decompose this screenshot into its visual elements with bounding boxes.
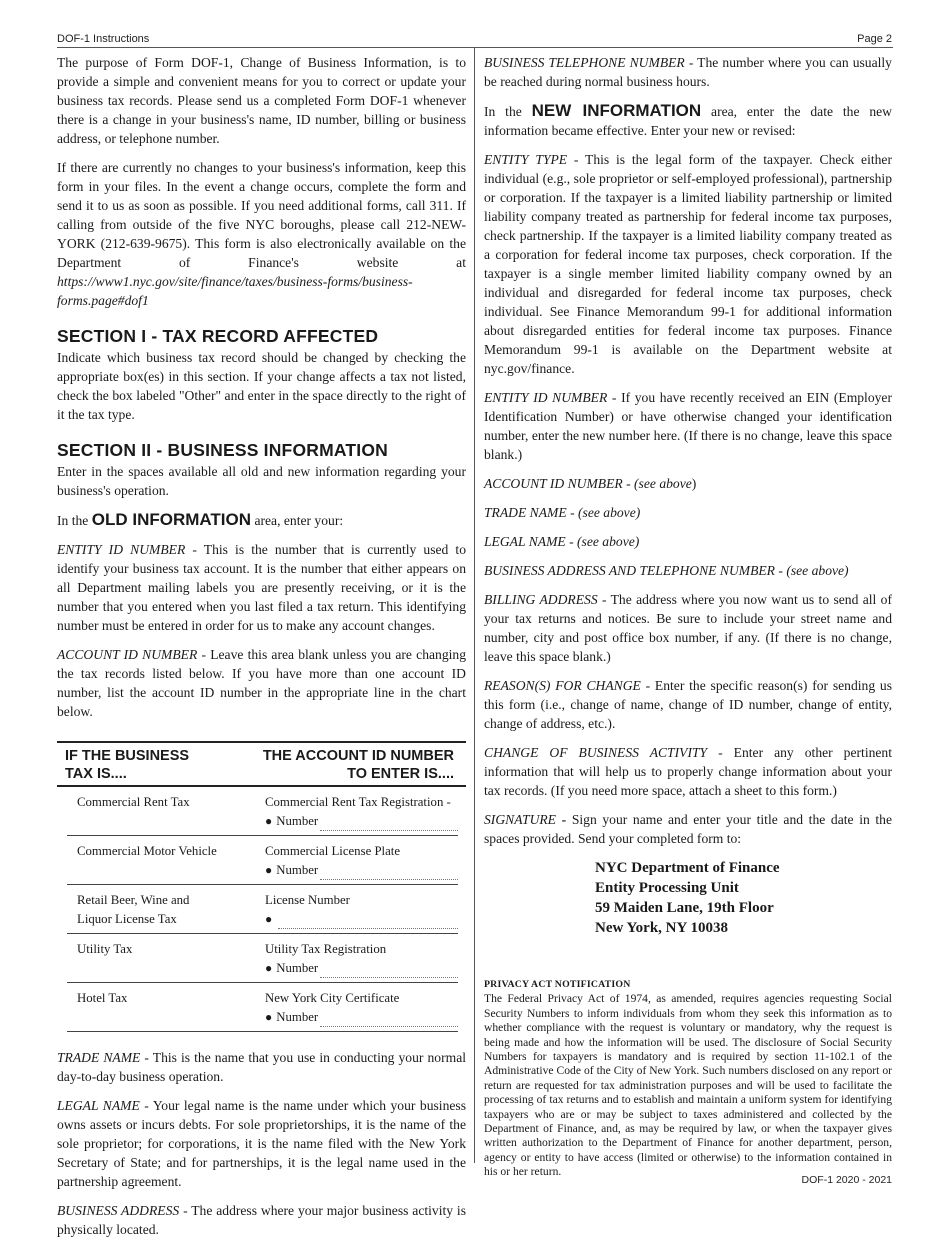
bullet-icon: ● [265,863,273,877]
new-entity-id-label: ENTITY ID NUMBER [484,390,608,405]
billing-address-paragraph: BILLING ADDRESS - The address where you now want us to send all of your tax returns and notices. Be sure to include your street name and number, city and post office box number, if any. (If there is no change, leave this space blank.) [484,592,893,664]
fill-in-line [278,915,458,929]
address-line: 59 Maiden Lane, 19th Floor [595,900,774,916]
business-telephone-label: BUSINESS TELEPHONE NUMBER [484,55,685,70]
new-info-intro: In the NEW INFORMATION area, enter the date the new information became effective. Enter your new or revised: [484,101,892,138]
tax-type-cell: Commercial Rent Tax [77,795,190,809]
header-form-id: DOF-1 Instructions [57,33,150,45]
column-divider [474,48,475,1163]
business-telephone-paragraph: BUSINESS TELEPHONE NUMBER - The number where you can usually be reached during normal business hours. [484,55,892,89]
intro-text: If there are currently no changes to your business's information, keep this form in your files. In the event a change occurs, complete the form and send it to us as soon as possible. If you need additional forms, call 311. If calling from outside of the five NYC boroughs, please call 212-NEW-YORK (212-639-9675). This form is also electronically available on the Department of Finance's website at [57,160,466,270]
new-information-heading: NEW INFORMATION [531,101,702,120]
signature-label: SIGNATURE [484,812,556,827]
account-id-paragraph: ACCOUNT ID NUMBER - Leave this area blank unless you are changing the tax records listed below. If you have more than one account ID number, list the account ID number in the appropriate line in the chart below. [57,647,466,719]
privacy-text: The Federal Privacy Act of 1974, as amended, requires agencies requesting Social Security Numbers to inform individuals from whom they seek this information as to whether compliance with the request is voluntary or mandatory, why the request is being made and how the information will be used. The disclosure of Social Security Numbers for taxpayers is mandatory and is required by section 11-102.1 of the Administrative Code of the City of New York. Such numbers disclosed on any report or return are requested for tax administration purposes and will be used to facilitate the processing of tax returns and to establish and maintain a uniform system for identifying taxpayers who are or may be subject to taxes administered and collected by the Department of Finance, and, as may be required by law, or when the taxpayer gives written authorization to the Department of Finance for another department, person, agency or entity to have access (limited or otherwise) to the information contained in his or her return. [484,992,892,1179]
bullet-icon: ● [265,1010,273,1024]
table-row [67,983,458,1032]
legal-name-see-above: LEGAL NAME - (see above) [484,534,640,549]
business-address-see-above: BUSINESS ADDRESS AND TELEPHONE NUMBER - (see above) [484,563,849,578]
table-row [67,885,458,934]
intro-paragraph-2 [57,158,466,310]
legal-name-label: LEGAL NAME [57,1098,140,1113]
address-line: NYC Department of Finance [595,860,780,876]
business-address-paragraph: BUSINESS ADDRESS - The address where your major business activity is physically located. [57,1203,466,1237]
section-2-title: SECTION II - BUSINESS INFORMATION [57,440,389,460]
entity-type-paragraph: ENTITY TYPE - This is the legal form of the taxpayer. Check either individual (e.g., sole proprietor or self-employed professional), partnership or corporation. If the taxpayer is a limited liability partnership or limited liability company treated as partnership for federal income tax purposes, check partnership. If the taxpayer is a limited liability company treated as a corporation for federal income tax purposes, check corporation. If the taxpayer is a single member limited liability company owned by an individual and disregarded for federal income tax purposes, check individual. See Finance Memorandum 99-1 for additional information about disregarded entities for federal income tax purposes. Finance Memorandum 99-1 is available on the Department website at nyc.gov/finance. [484,152,892,376]
address-line: New York, NY 10038 [595,920,729,936]
entity-id-label: ENTITY ID NUMBER [57,542,186,557]
left-column [57,53,466,1249]
section-1-text: Indicate which business tax record should be changed by checking the appropriate box(es) in this section. If your change affects a tax not listed, check the box labeled "Other" and enter in the space directly to the right of it the tax type. [57,350,466,422]
billing-address-label: BILLING ADDRESS [484,592,598,607]
account-id-cell: Commercial License Plate ● Number [265,842,458,880]
entity-type-label: ENTITY TYPE [484,152,568,167]
account-id-label: ACCOUNT ID NUMBER [57,647,198,662]
fill-in-line [320,964,458,978]
footer-form-version: DOF-1 2020 - 2021 [801,1174,892,1186]
table-row [67,836,458,885]
reason-for-change-paragraph: REASON(S) FOR CHANGE - Enter the specific reason(s) for sending us this form (i.e., change of name, change of ID number, change of entity, change of address, etc.). [484,678,893,731]
trade-name-paragraph: TRADE NAME - This is the name that you use in conducting your normal day-to-day business operation. [57,1050,466,1084]
old-information-heading: OLD INFORMATION [91,510,252,529]
business-activity-label: CHANGE OF BUSINESS ACTIVITY [484,745,708,760]
tax-type-cell: Utility Tax [77,942,133,956]
website-link[interactable]: https://www1.nyc.gov/site/finance/taxes/business-forms/business-forms.page#dof1 [57,274,413,308]
fill-in-line [320,1013,458,1027]
trade-name-label: TRADE NAME [57,1050,141,1065]
entity-id-paragraph: ENTITY ID NUMBER - This is the number that is currently used to identify your business tax account. It is the number that either appears on all Department mailing labels you are presently receiving, or it is the number that you entered when you last filed a tax return. This identifying number must be entered in order for us to make any account changes. [57,542,467,633]
account-id-table [57,741,466,1032]
address-line: Entity Processing Unit [595,880,739,896]
section-2-text: Enter in the spaces available all old and new information regarding your business's operation. [57,464,466,498]
account-id-cell: New York City Certificate ● Number [265,989,458,1027]
business-activity-paragraph: CHANGE OF BUSINESS ACTIVITY - Enter any other pertinent information that will help us to properly change information about your tax records. (If you need more space, attach a sheet to this form.) [484,745,892,798]
bullet-icon: ● [265,961,273,975]
fill-in-line [320,866,458,880]
table-row [67,934,458,983]
reason-for-change-label: REASON(S) FOR CHANGE [484,678,641,693]
table-header-left: IF THE BUSINESS TAX IS.... [65,748,190,782]
account-id-cell: License Number ● [265,891,458,929]
privacy-title: PRIVACY ACT NOTIFICATION [484,979,631,990]
header-rule [57,47,893,48]
new-entity-id-paragraph: ENTITY ID NUMBER - If you have recently received an EIN (Employer Identification Number) or have otherwise changed your identification number, enter the new number here. (If there is no change, leave this space blank.) [484,390,892,462]
tax-type-cell: Retail Beer, Wine and Liquor License Tax [77,893,190,926]
table-row [67,787,458,836]
table-header-right: THE ACCOUNT ID NUMBER TO ENTER IS.... [262,748,454,782]
right-column [484,53,892,1180]
fill-in-line [320,817,458,831]
account-id-cell: Commercial Rent Tax Registration - ● Number [265,793,458,831]
mailing-address [595,858,892,938]
section-1-title: SECTION I - TAX RECORD AFFECTED [57,326,379,346]
bullet-icon: ● [265,814,273,828]
business-address-label: BUSINESS ADDRESS [57,1203,180,1218]
old-info-intro: In the OLD INFORMATION area, enter your: [57,510,344,529]
privacy-notice [484,978,892,1180]
legal-name-paragraph: LEGAL NAME - Your legal name is the name under which your business owns assets or incurs debts. For sole proprietorships, it is the name of the sole proprietor; for corporations, it is the name filed with the New York Secretary of State; and for partnerships, it is the legal name used in the partnership agreement. [57,1098,466,1189]
signature-paragraph: SIGNATURE - Sign your name and enter your title and the date in the spaces provided. Send your completed form to: [484,812,893,846]
account-id-cell: Utility Tax Registration ● Number [265,940,458,978]
table-header [57,743,466,787]
header-page-number: Page 2 [857,33,892,45]
tax-type-cell: Hotel Tax [77,991,128,1005]
intro-paragraph: The purpose of Form DOF-1, Change of Business Information, is to provide a simple and convenient means for you to correct or update your business tax records. Please send us a completed Form DOF-1 whenever there is a change in your business's name, ID number, billing or business address, or telephone number. [57,55,466,146]
bullet-icon: ● [265,912,273,926]
trade-name-see-above: TRADE NAME - (see above) [484,505,641,520]
account-id-see-above: ACCOUNT ID NUMBER - (see above) [484,476,697,491]
tax-type-cell: Commercial Motor Vehicle [77,844,217,858]
